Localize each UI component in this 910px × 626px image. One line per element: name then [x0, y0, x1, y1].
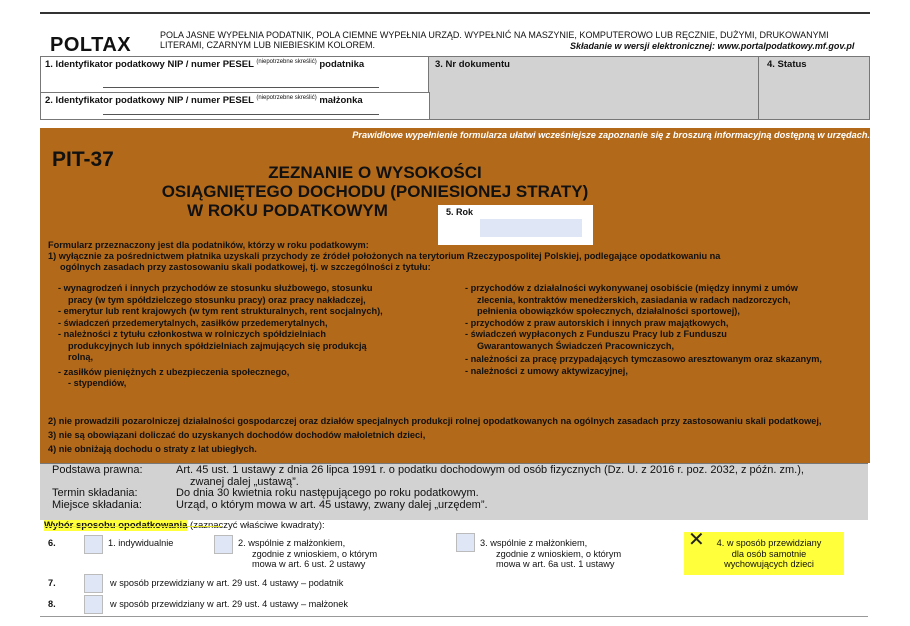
field-2-line: [103, 114, 379, 115]
checked-x-icon[interactable]: ✕: [688, 529, 705, 551]
field-3-box: [428, 56, 760, 120]
list-item: rolną,: [68, 352, 94, 362]
option-8-checkbox[interactable]: [84, 595, 103, 614]
point-2: 2) nie prowadzili pozarolniczej działalności gospodarczej oraz działów specjalnych produkcji rolnej opodatkowanych na ogólnych zasadach przy zastosowaniu skali podatkowej,: [48, 416, 822, 426]
right-income-list: [465, 283, 865, 377]
deadline-label: Termin składania:: [52, 487, 138, 499]
list-item: - przychodów z działalności wykonywanej osobiście (między innymi z umów: [465, 283, 798, 293]
option-2-label: 2. wspólnie z małżonkiem, zgodnie z wnioskiem, o którym mowa w art. 6 ust. 2 ustawy: [238, 538, 378, 569]
field-1-label: 1. Identyfikator podatkowy NIP / numer PESEL $^{(niepotrzebne skreślić)}$ podatnika: [45, 59, 365, 71]
field-1-box[interactable]: [40, 56, 430, 94]
option-2-checkbox[interactable]: [214, 535, 233, 554]
list-item: - stypendiów,: [68, 378, 127, 388]
list-item: - świadczeń przedemerytalnych, zasiłków przedemerytalnych,: [58, 317, 328, 328]
intro-text: [48, 240, 868, 273]
title-line-1: ZEZNANIE O WYSOKOŚCI: [268, 163, 482, 182]
point-1-line-2: ogólnych zasadach przy zastosowaniu skali podatkowej, tj. w szczególności z tytułu:: [60, 262, 431, 272]
taxation-heading-note: (zaznaczyć właściwe kwadraty):: [190, 520, 325, 531]
legal-basis-text: Art. 45 ust. 1 ustawy z dnia 26 lipca 1991 r. o podatku dochodowym od osób fizycznych (Dz. U. z 2016 r. poz. 2032, z późn. zm.),: [176, 464, 804, 476]
title-line-3: W ROKU PODATKOWYM: [187, 201, 388, 220]
point-1-line-1: 1) wyłącznie za pośrednictwem płatnika uzyskali przychody ze źródeł położonych na terytorium Rzeczypospolitej Polskiej, podlegające opodatkowaniu na: [48, 251, 721, 261]
option-7-checkbox[interactable]: [84, 574, 103, 593]
form-code: PIT-37: [52, 148, 114, 171]
list-item: - emerytur lub rent krajowych (w tym rent strukturalnych, rent socjalnych),: [58, 306, 383, 316]
top-rule: [40, 12, 870, 14]
field-2-label: 2. Identyfikator podatkowy NIP / numer PESEL $^{(niepotrzebne skreślić)}$ małżonka: [45, 95, 363, 107]
list-item: - wynagrodzeń i innych przychodów ze stosunku służbowego, stosunku: [58, 283, 373, 293]
banner-note: Prawidłowe wypełnienie formularza ułatwi wcześniejsze zapoznanie się z broszurą informacyjną dostępną w urzędach.: [352, 130, 870, 140]
list-item: - należności za pracę przypadających tymczasowo aresztowanym oraz skazanym,: [465, 354, 822, 364]
field-4-box: [758, 56, 870, 120]
field-1-line: [103, 87, 379, 88]
point-4: 4) nie obniżają dochodu o straty z lat ubiegłych.: [48, 444, 257, 454]
conditions-list: [48, 414, 870, 456]
row-8-number: 8.: [48, 599, 56, 609]
left-income-list: [58, 283, 428, 390]
legal-values: [176, 465, 866, 511]
taxation-heading-label: Wybór sposobu opodatkowania: [44, 520, 188, 531]
deadline-text: Do dnia 30 kwietnia roku następującego po roku podatkowym.: [176, 487, 479, 499]
list-item: pełnienia obowiązków społecznych, działalności sportowej),: [477, 306, 740, 316]
row-7-number: 7.: [48, 578, 56, 588]
field-4-label: 4. Status: [767, 59, 807, 70]
option-1-checkbox[interactable]: [84, 535, 103, 554]
list-item: - przychodów z praw autorskich i innych praw majątkowych,: [465, 317, 729, 328]
place-label: Miejsce składania:: [52, 498, 142, 511]
legal-basis-label: Podstawa prawna:: [52, 464, 143, 476]
place-text: Urząd, o którym mowa w art. 45 ustawy, zwany dalej „urzędem”.: [176, 498, 488, 511]
field-3-label: 3. Nr dokumentu: [435, 59, 510, 70]
instruction-line-1: POLA JASNE WYPEŁNIA PODATNIK, POLA CIEMNE WYPEŁNIA URZĄD. WYPEŁNIĆ NA MASZYNIE, KOMPUTEROWO LUB RĘCZNIE, DUŻYMI, DRUKOWANYMI: [160, 30, 829, 40]
list-item: - należności z umowy aktywizacyjnej,: [465, 365, 628, 376]
instruction-line-2: LITERAMI, CZARNYM LUB NIEBIESKIM KOLOREM.: [160, 40, 376, 50]
point-3: 3) nie są obowiązani doliczać do uzyskanych dochodów dochodów małoletnich dzieci,: [48, 430, 426, 440]
option-4-label: 4. w sposób przewidziany dla osób samotnie wychowujących dzieci: [716, 538, 822, 569]
list-item: produkcyjnych lub innych spółdzielniach zajmujących się produkcją: [68, 340, 367, 351]
list-item: - zasiłków pieniężnych z ubezpieczenia społecznego,: [58, 366, 290, 377]
year-label: 5. Rok: [446, 207, 474, 217]
legal-basis-text-2: zwanej dalej „ustawą”.: [190, 475, 299, 488]
row-6-number: 6.: [48, 538, 56, 548]
list-item: pracy (w tym spółdzielczego stosunku pracy) oraz pracy nakładczej,: [68, 294, 366, 305]
option-7-label: w sposób przewidziany w art. 29 ust. 4 ustawy – podatnik: [110, 578, 344, 588]
title-line-2: OSIĄGNIĘTEGO DOCHODU (PONIESIONEJ STRATY): [161, 182, 589, 201]
heading-underline: [44, 523, 222, 527]
option-3-checkbox[interactable]: [456, 533, 475, 552]
list-item: Gwarantowanych Świadczeń Pracowniczych,: [477, 340, 675, 351]
year-input[interactable]: [480, 219, 582, 237]
option-8-label: w sposób przewidziany w art. 29 ust. 4 ustawy – małżonek: [110, 599, 348, 609]
legal-labels: [52, 465, 143, 511]
intro-line: Formularz przeznaczony jest dla podatników, którzy w roku podatkowym:: [48, 240, 369, 250]
option-3-label: 3. wspólnie z małżonkiem, zgodnie z wnioskiem, o którym mowa w art. 6a ust. 1 ustawy: [480, 538, 622, 569]
electronic-filing-note: Składanie w wersji elektronicznej: www.portalpodatkowy.mf.gov.pl: [570, 41, 855, 51]
option-1-label: 1. indywidualnie: [108, 538, 174, 548]
list-item: zlecenia, kontraktów menedżerskich, zasiadania w radach nadzorczych,: [477, 294, 791, 305]
field-2-box[interactable]: [40, 92, 430, 120]
poltax-logo: POLTAX: [50, 34, 132, 56]
list-item: - należności z tytułu członkostwa w rolniczych spółdzielniach: [58, 329, 327, 339]
list-item: - świadczeń wypłaconych z Funduszu Pracy lub z Funduszu: [465, 329, 727, 339]
section-divider: [40, 616, 868, 617]
